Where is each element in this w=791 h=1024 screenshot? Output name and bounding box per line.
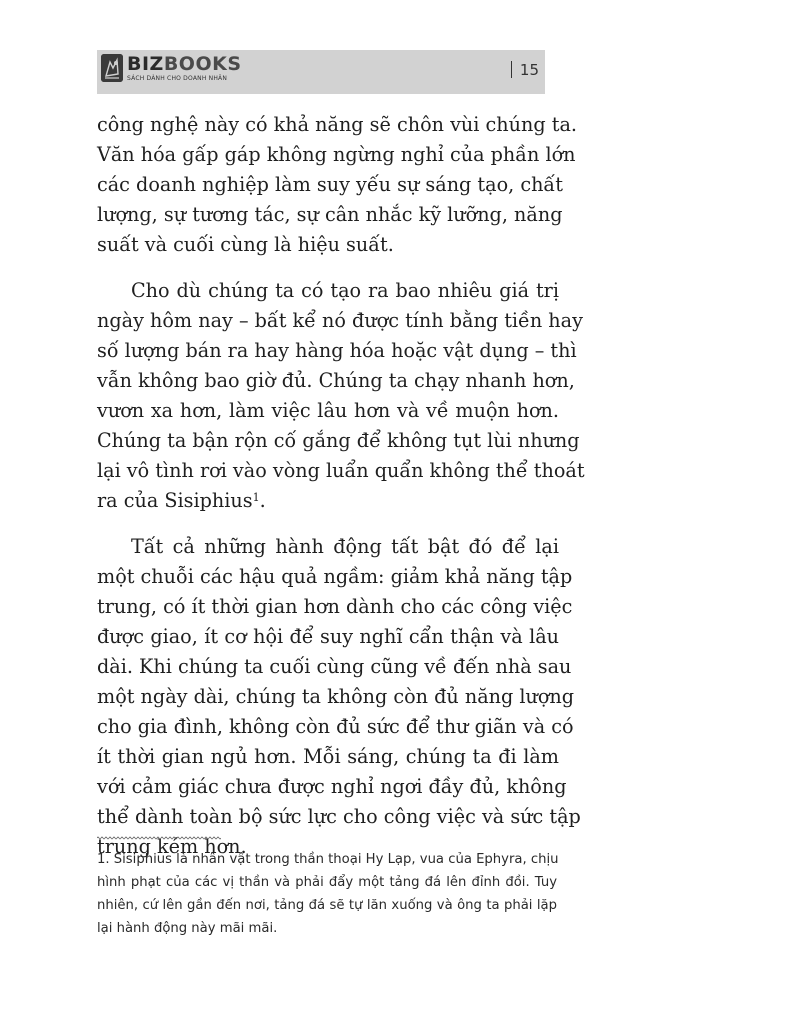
text-line: thể dành toàn bộ sức lực cho công việc và sức tập xyxy=(97,805,581,828)
paragraph xyxy=(97,110,577,260)
footnote-separator xyxy=(97,836,221,840)
logo-text xyxy=(127,52,242,82)
text-line: Văn hóa gấp gáp không ngừng nghỉ của phần lớn xyxy=(97,143,576,166)
text-line: Chúng ta bận rộn cố gắng để không tụt lùi nhưng xyxy=(97,429,580,452)
page-number-value: 15 xyxy=(519,61,539,79)
paragraph xyxy=(97,532,581,862)
footnote-line: 1. Sisiphius là nhân vật trong thần thoại Hy Lạp, vua của Ephyra, chịu xyxy=(97,852,559,867)
paragraph-gap xyxy=(97,260,559,276)
body-text xyxy=(97,110,585,862)
footnote xyxy=(97,848,557,940)
page-header xyxy=(97,50,545,94)
text-line: vẫn không bao giờ đủ. Chúng ta chạy nhanh hơn, xyxy=(97,369,575,392)
brand-tagline: SÁCH DÀNH CHO DOANH NHÂN xyxy=(127,74,228,82)
footnote-line: lại hành động này mãi mãi. xyxy=(97,921,278,936)
footnote-line: nhiên, cứ lên gần đến nơi, tảng đá sẽ tự lăn xuống và ông ta phải lặp xyxy=(97,898,557,913)
text-line: ít thời gian ngủ hơn. Mỗi sáng, chúng ta đi làm xyxy=(97,745,559,768)
brand-name xyxy=(127,52,242,75)
text-line: cho gia đình, không còn đủ sức để thư giãn và có xyxy=(97,715,574,738)
bizbooks-logo xyxy=(101,54,242,82)
text-line: ra của Sisiphius$^1$. xyxy=(97,489,266,512)
brand-biz: BIZ xyxy=(127,52,164,75)
text-line: dài. Khi chúng ta cuối cùng cũng về đến nhà sau xyxy=(97,655,572,678)
text-line: với cảm giác chưa được nghỉ ngơi đầy đủ, không xyxy=(97,775,567,798)
line-suffix: . xyxy=(259,489,266,512)
page-number-separator xyxy=(511,61,512,78)
text-line: lại vô tình rơi vào vòng luẩn quẩn không thể thoát xyxy=(97,459,585,482)
text-line: một ngày dài, chúng ta không còn đủ năng lượng xyxy=(97,685,575,708)
text-line: trung, có ít thời gian hơn dành cho các công việc xyxy=(97,595,573,618)
text-line: công nghệ này có khả năng sẽ chôn vùi chúng ta. xyxy=(97,113,577,136)
text-line: vươn xa hơn, làm việc lâu hơn và về muộn hơn. xyxy=(97,399,559,422)
text-line: được giao, ít cơ hội để suy nghĩ cẩn thận và lâu xyxy=(97,625,559,648)
text-line: lượng, sự tương tác, sự cân nhắc kỹ lưỡng, năng xyxy=(97,203,563,226)
bizbooks-logo-icon xyxy=(101,54,123,82)
paragraph xyxy=(97,276,585,516)
text-line: Cho dù chúng ta có tạo ra bao nhiêu giá trị xyxy=(131,279,559,302)
text-line: Tất cả những hành động tất bật đó để lại xyxy=(131,535,559,558)
page-number xyxy=(511,61,539,79)
text-line: số lượng bán ra hay hàng hóa hoặc vật dụng – thì xyxy=(97,339,577,362)
footnote-reference[interactable]: 1 xyxy=(252,491,260,504)
text-line: trung kém hơn. xyxy=(97,835,247,858)
paragraph-gap xyxy=(97,516,559,532)
text-line: các doanh nghiệp làm suy yếu sự sáng tạo, chất xyxy=(97,173,563,196)
text-line: một chuỗi các hậu quả ngầm: giảm khả năng tập xyxy=(97,565,573,588)
footnote-line: hình phạt của các vị thần và phải đẩy một tảng đá lên đỉnh đồi. Tuy xyxy=(97,875,557,890)
text-line: ngày hôm nay – bất kể nó được tính bằng tiền hay xyxy=(97,309,583,332)
text-line: suất và cuối cùng là hiệu suất. xyxy=(97,233,394,256)
brand-books: BOOKS xyxy=(163,52,242,75)
